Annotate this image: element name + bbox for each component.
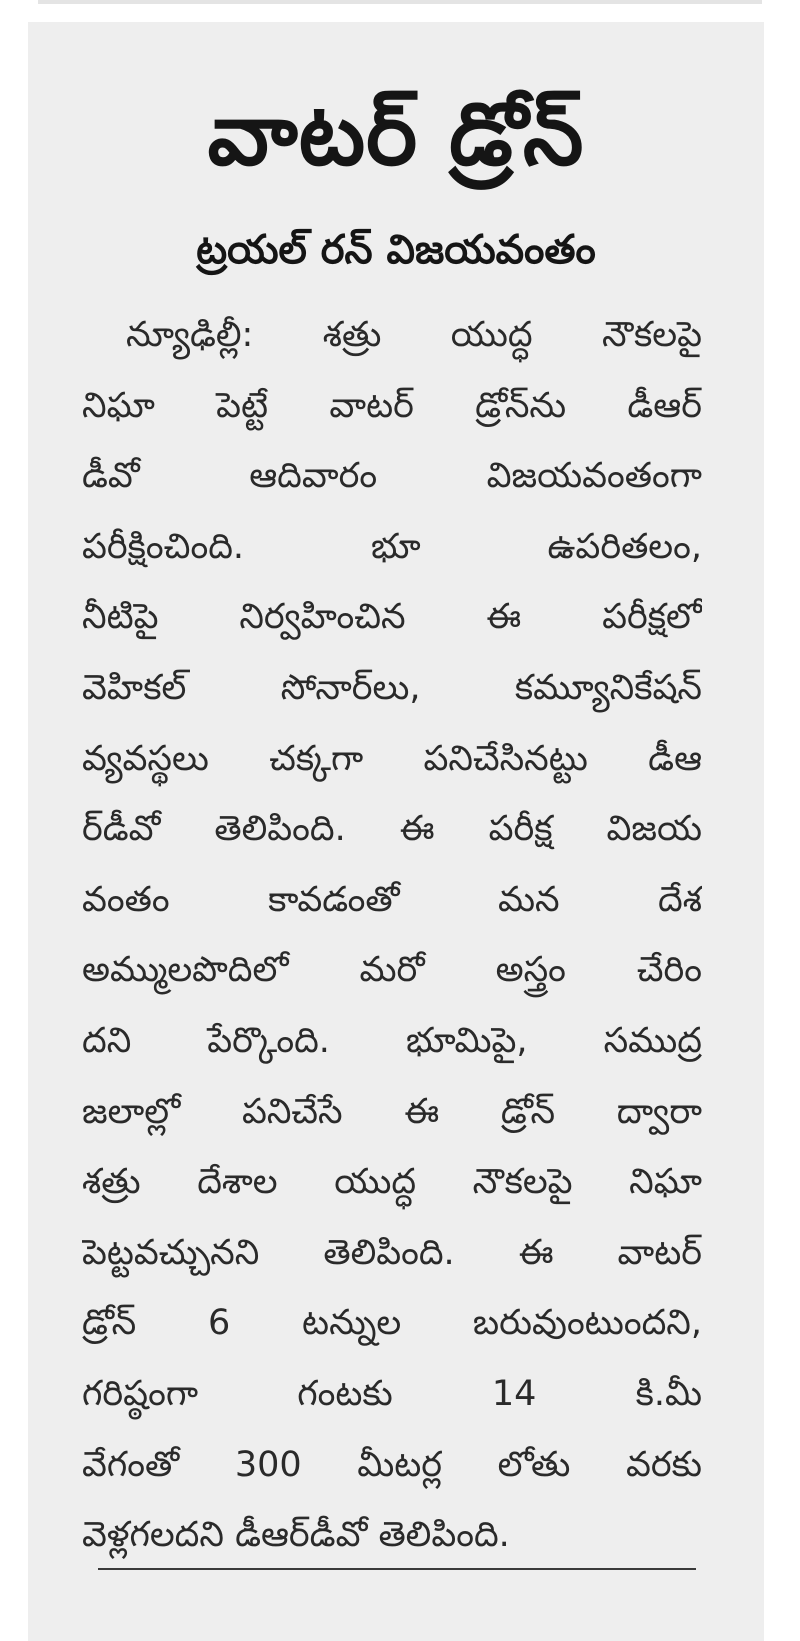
body-line: శత్రు దేశాల యుద్ధ నౌకలపై నిఘా [82,1162,702,1203]
body-line: న్యూఢిల్లీ: శత్రు యుద్ధ నౌకలపై [126,315,702,355]
body-line: డీవో ఆదివారం విజయవంతంగా [82,456,702,497]
body-line: గరిష్ఠంగా గంటకు 14 కి.మీ [82,1373,702,1414]
news-clipping [28,22,764,1641]
top-divider [38,0,762,4]
body-line: అమ్ములపొదిలో మరో అస్త్రం చేరిం [82,950,702,991]
headline: వాటర్ డ్రోన్ [207,85,585,185]
subheadline: ట్రయల్ రన్ విజయవంతం [196,227,596,273]
body-line: పెట్టవచ్చునని తెలిపింది. ఈ వాటర్ [82,1232,702,1273]
body-line: దని పేర్కొంది. భూమిపై, సముద్ర [82,1020,702,1061]
body-line: నీటిపై నిర్వహించిన ఈ పరీక్షలో [82,597,702,638]
body-line: డ్రోన్ 6 టన్నుల బరువుంటుందని, [82,1303,702,1344]
body-line: వెహికల్ సోనార్‌లు, కమ్యూనికేషన్ [82,667,702,708]
body-line: పరీక్షించింది. భూ ఉపరితలం, [82,526,702,567]
body-line: జలాల్లో పనిచేసే ఈ డ్రోన్ ద్వారా [82,1091,702,1132]
body-line: వేగంతో 300 మీటర్ల లోతు వరకు [82,1444,702,1485]
body-line: ర్‌డీవో తెలిపింది. ఈ పరీక్ష విజయ [82,809,702,850]
body-line: వెళ్లగలదని డీఆర్‌డీవో తెలిపింది. [82,1515,510,1556]
body-line: నిఘా పెట్టే వాటర్ డ్రోన్‌ను డీఆర్ [82,385,702,426]
article-body [82,300,702,1571]
body-line: వ్యవస్థలు చక్కగా పనిచేసినట్టు డీఆ [82,738,702,779]
bottom-divider [98,1568,696,1570]
body-line: వంతం కావడంతో మన దేశ [82,879,702,920]
